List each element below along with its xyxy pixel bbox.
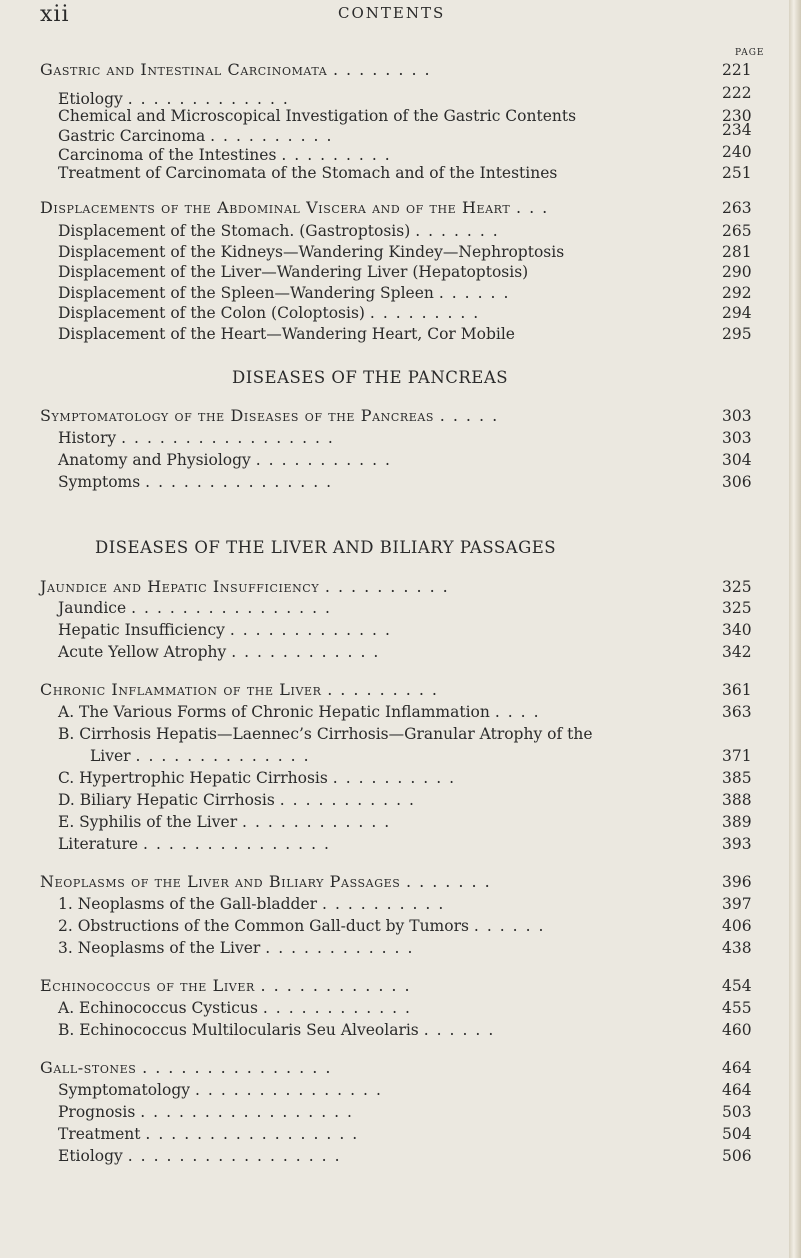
toc-heading: Echinococcus of the Liver ............ [40, 976, 418, 995]
toc-page: 385 [722, 769, 752, 787]
toc-page: 292 [722, 284, 752, 302]
toc-entry: Anatomy and Physiology ........... [58, 451, 398, 469]
toc-page: 503 [722, 1103, 752, 1121]
toc-page: 306 [722, 473, 752, 491]
toc-page: 234 [722, 121, 752, 139]
toc-page: 438 [722, 939, 752, 957]
toc-heading: Chronic Inflammation of the Liver ......... [40, 680, 445, 699]
toc-entry: A. The Various Forms of Chronic Hepatic Inflammation .... [58, 703, 547, 721]
toc-page: 389 [722, 813, 752, 831]
toc-page: 361 [722, 681, 752, 699]
page-number: xii [40, 2, 70, 27]
toc-page: 388 [722, 791, 752, 809]
toc-page: 295 [722, 325, 752, 343]
toc-entry: Displacement of the Kidneys—Wandering Kindey—Nephroptosis [58, 243, 565, 261]
toc-page: 371 [722, 747, 752, 765]
toc-entry: Displacement of the Heart—Wandering Heart, Cor Mobile [58, 325, 515, 343]
toc-entry: A. Echinococcus Cysticus ............ [58, 999, 418, 1017]
toc-entry: Etiology ................. [58, 1147, 348, 1165]
toc-entry: Etiology ............. [58, 90, 296, 108]
toc-page: 396 [722, 873, 752, 891]
page-edge [789, 0, 801, 1258]
toc-page: 290 [722, 263, 752, 281]
toc-heading: Gall-stones ............... [40, 1058, 339, 1077]
toc-entry: Literature ............... [58, 835, 337, 853]
toc-page: 230 [722, 107, 752, 125]
toc-entry: Liver .............. [90, 747, 317, 765]
section-title: DISEASES OF THE LIVER AND BILIARY PASSAGES [95, 538, 557, 557]
toc-entry: Chemical and Microscopical Investigation of the Gastric Contents [58, 107, 577, 125]
toc-page: 363 [722, 703, 752, 721]
section-title: DISEASES OF THE PANCREAS [232, 368, 509, 387]
toc-page: 455 [722, 999, 752, 1017]
toc-page: 304 [722, 451, 752, 469]
toc-entry: Prognosis ................. [58, 1103, 360, 1121]
toc-entry: 1. Neoplasms of the Gall-bladder .......... [58, 895, 452, 913]
toc-entry: Symptomatology ............... [58, 1081, 389, 1099]
toc-entry: 2. Obstructions of the Common Gall-duct by Tumors ...... [58, 917, 552, 935]
toc-entry: Displacement of the Liver—Wandering Liver (Hepatoptosis) [58, 263, 529, 281]
toc-entry: Gastric Carcinoma .......... [58, 127, 340, 145]
toc-entry: History ................. [58, 429, 341, 447]
toc-page: 397 [722, 895, 752, 913]
toc-page: 464 [722, 1059, 752, 1077]
toc-page: 251 [722, 164, 752, 182]
toc-heading: Displacements of the Abdominal Viscera and of the Heart ... [40, 198, 556, 217]
toc-entry: 3. Neoplasms of the Liver ............ [58, 939, 421, 957]
toc-page: 464 [722, 1081, 752, 1099]
toc-page: 221 [722, 61, 752, 79]
toc-page: 504 [722, 1125, 752, 1143]
toc-entry: Symptoms ............... [58, 473, 340, 491]
toc-page: 454 [722, 977, 752, 995]
toc-page: 265 [722, 222, 752, 240]
toc-page: 460 [722, 1021, 752, 1039]
toc-page: 393 [722, 835, 752, 853]
toc-page: 506 [722, 1147, 752, 1165]
toc-entry: Displacement of the Spleen—Wandering Spleen ...... [58, 284, 517, 302]
toc-page: 294 [722, 304, 752, 322]
toc-page: 240 [722, 143, 752, 161]
toc-entry: B. Cirrhosis Hepatis—Laennec’s Cirrhosis—Granular Atrophy of the [58, 725, 593, 743]
toc-page: 303 [722, 407, 752, 425]
toc-entry: D. Biliary Hepatic Cirrhosis ........... [58, 791, 422, 809]
toc-page: 281 [722, 243, 752, 261]
toc-page: 263 [722, 199, 752, 217]
toc-heading: Gastric and Intestinal Carcinomata ........ [40, 60, 438, 79]
toc-entry: Acute Yellow Atrophy ............ [58, 643, 387, 661]
toc-entry: Displacement of the Colon (Coloptosis) ......... [58, 304, 487, 322]
running-head: CONTENTS [338, 4, 446, 22]
toc-heading: Jaundice and Hepatic Insufficiency .......... [40, 577, 456, 596]
toc-heading: Neoplasms of the Liver and Biliary Passages ....... [40, 872, 498, 891]
toc-page: 325 [722, 578, 752, 596]
toc-entry: B. Echinococcus Multilocularis Seu Alveolaris ...... [58, 1021, 502, 1039]
toc-page: 406 [722, 917, 752, 935]
toc-page: 222 [722, 84, 752, 102]
toc-entry: Hepatic Insufficiency ............. [58, 621, 398, 639]
toc-entry: C. Hypertrophic Hepatic Cirrhosis .......... [58, 769, 463, 787]
toc-page: 340 [722, 621, 752, 639]
toc-entry: E. Syphilis of the Liver ............ [58, 813, 398, 831]
toc-entry: Displacement of the Stomach. (Gastroptosis) ....... [58, 222, 506, 240]
toc-heading: Symptomatology of the Diseases of the Pancreas ..... [40, 406, 506, 425]
toc-entry: Carcinoma of the Intestines ......... [58, 146, 398, 164]
toc-page: 303 [722, 429, 752, 447]
toc-entry: Treatment ................. [58, 1125, 366, 1143]
toc-entry: Jaundice ................ [58, 599, 338, 617]
toc-entry: Treatment of Carcinomata of the Stomach and of the Intestines [58, 164, 558, 182]
page-column-label: PAGE [735, 48, 765, 58]
toc-page: 342 [722, 643, 752, 661]
toc-page: 325 [722, 599, 752, 617]
